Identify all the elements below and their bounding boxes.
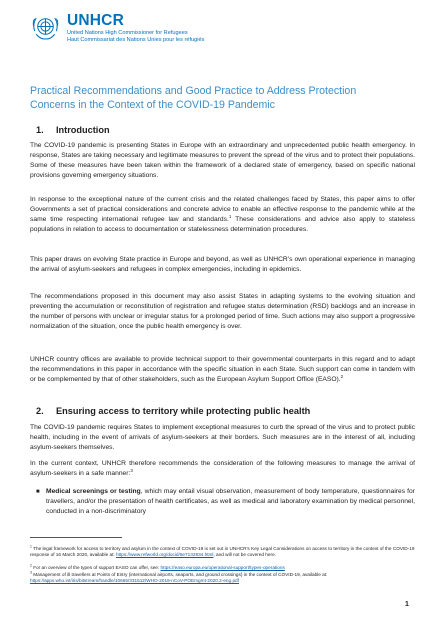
access-paragraph-2-text: In the current context, UNHCR therefore recommends the consideration of the following measures to manage the arrival of asylum-seekers in a safe manner: [30,460,415,478]
footnote-1-link[interactable]: https://www.refworld.org/docid/5e7132834.html [116,552,214,558]
access-paragraph-1: The COVID-19 pandemic requires States to implement exceptional measures to curb the spread of the virus and to protect public health, including in the event of arrivals of asylum-seekers at their borders. Such measures are in the interest of all, including asylum-seekers themselves. [30,424,415,452]
intro-paragraph-2 [30,195,415,235]
org-subtitle-en: United Nations High Commissioner for Refugees [67,30,188,36]
footnote-2 [30,565,415,571]
bullet-square-icon: ■ [36,489,40,495]
org-name: UNHCR [67,12,124,29]
footnote-3-number: 3 [30,570,32,575]
footnote-3 [30,572,415,585]
footnote-1-number: 1 [30,544,32,549]
page-number: 1 [405,601,409,608]
intro-paragraph-5-text: UNHCR country offices are available to provide technical support to their governmental counterparts in this regard and to adapt the recommendations in this paper in accordance with the specific situation in each State. Such support can come in tandem with or be complemented by that of other stakeholders, such as the European Asylum Support Office (EASO). [30,356,415,384]
footnote-1-tail: , and will not be covered here. [213,552,276,558]
access-paragraph-2 [30,459,415,479]
footnote-3-text: Management of ill travellers at Points of Entry (international airports, seaports, and ground crossings) in the context of COVID-19, available at: [31,572,328,577]
bullet-lead: Medical screenings or testing [46,488,141,495]
intro-paragraph-5 [30,355,415,385]
section-2-heading [36,406,310,416]
footnote-ref-1[interactable]: 1 [228,213,232,219]
footnote-1 [30,546,415,559]
intro-paragraph-2-end: These considerations and advice also apply to stateless populations in relation to access to documentation or statelessness determination procedures. [30,216,415,234]
footnote-2-number: 2 [30,563,32,568]
intro-paragraph-2-text: In response to the exceptional nature of the current crisis and the related challenges faced by States, this paper aims to offer Governments a set of practical considerations and concrete advice to enable an effective response to the pandemic while at the same time respecting international refugee law and standards. [30,196,415,224]
section-1-heading [36,125,110,135]
intro-paragraph-4: The recommendations proposed in this document may also assist States in adapting systems to the evolving situation and preventing the accumulation or reconstitution of registration and refugee status determination (RSD) backlogs and an increase in the number of persons with unclear or irregular status for a prolonged period of time. Such actions may also support a progressive normalization of the situation, once the public health emergency is over. [30,293,415,331]
intro-paragraph-3: This paper draws on evolving State practice in Europe and beyond, as well as UNHCR’s own operational experience in managing the arrival of asylum-seekers and refugees in complex emergencies, including in epidemics. [30,256,415,274]
section-1-title: Introduction [56,125,110,135]
intro-paragraph-1: The COVID-19 pandemic is presenting States in Europe with an extraordinary and unprecedented public health emergency. In response, States are taking necessary and legitimate measures to prevent the spread of the virus and to protect their populations. Some of these measures have been taken within the framework of a declared state of emergency, based on specific national provisions governing emergency situations. [30,142,415,180]
footnote-2-link[interactable]: https://easo.europa.eu/operational-support/types-operations [160,565,285,570]
org-subtitle-fr: Haut Commissariat des Nations Unies pour les réfugiés [67,37,205,43]
section-2-number: 2. [36,406,44,416]
section-1-number: 1. [36,125,44,135]
footnote-ref-3[interactable]: 3 [130,467,133,473]
document-title: Practical Recommendations and Good Practice to Address Protection Concerns in the Context of the COVID-19 Pandemic [30,85,357,111]
section-2-title: Ensuring access to territory while protecting public health [56,406,311,416]
footnote-ref-2[interactable]: 2 [340,373,344,379]
footnote-1-text: The legal framework for access to territory and asylum in the context of COVID-19 is set out in UNHCR’s Key Legal Considerations on access to territory in the context of the COVID-19 response of 16 March 2020, available at: [30,546,415,558]
footnote-2-text: For an overview of the types of support EASO can offer, see: [31,565,161,570]
un-emblem-icon [30,11,61,42]
bullet-medical-screening [36,487,415,517]
bullet-text: , which may entail visual observation, measurement of body temperature, questionnaires for travellers, and/or the presentation of health certificates, as well as medical and laboratory examination by medical personnel, conducted in a non-discriminatory [46,488,415,516]
footnote-divider [30,537,122,538]
footnote-3-link[interactable]: https://apps.who.int/iris/bitstream/handle/10665/331512/WHO-2019-nCoV-POEmgmt-2020.2-eng.pdf [30,578,239,584]
